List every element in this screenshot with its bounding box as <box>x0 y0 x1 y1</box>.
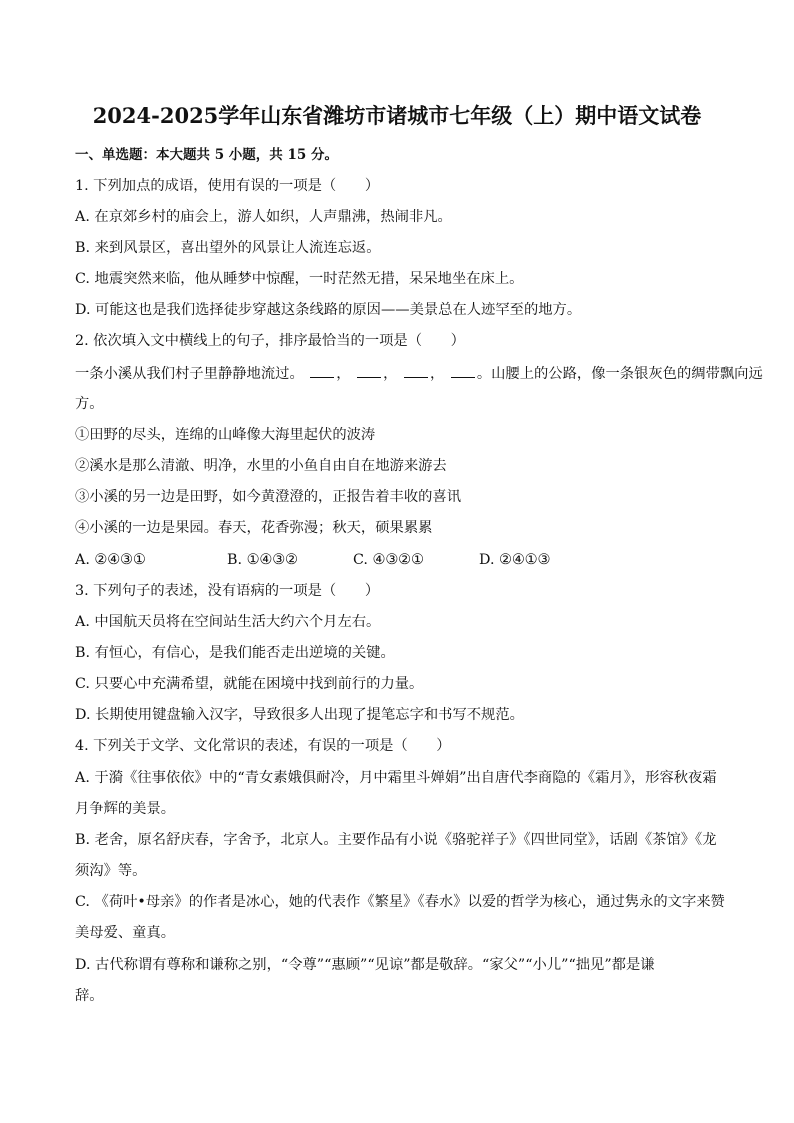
q2-stem: 2. 依次填入文中横线上的句子，排序最恰当的一项是（ ） <box>75 333 465 349</box>
answer-blank <box>357 363 381 378</box>
q3-option-a: A. 中国航天员将在空间站生活大约六个月左右。 <box>75 614 381 630</box>
q4-option-c-line2: 美母爱、童真。 <box>75 925 176 941</box>
q1-stem: 1. 下列加点的成语，使用有误的一项是（ ） <box>75 178 380 194</box>
q1-option-c: C. 地震突然来临，他从睡梦中惊醒，一时茫然无措，呆呆地坐在床上。 <box>75 271 524 287</box>
q4-option-d-line2: 辞。 <box>75 988 104 1004</box>
answer-blank <box>451 363 475 378</box>
q2-passage-line1 <box>75 363 763 384</box>
q3-option-b: B. 有恒心，有信心，是我们能否走出逆境的关键。 <box>75 645 395 661</box>
q2-sentence-1: ①田野的尽头，连绵的山峰像大海里起伏的波涛 <box>75 427 376 443</box>
q3-option-c: C. 只要心中充满希望，就能在困境中找到前行的力量。 <box>75 676 424 692</box>
q1-option-b: B. 来到风景区，喜出望外的风景让人流连忘返。 <box>75 240 381 256</box>
q2-option-d: D. ②④①③ <box>479 552 551 568</box>
q4-option-a-line1: A. 于漪《往事依依》中的“青女素娥俱耐冷，月中霜里斗婵娟”出自唐代李商隐的《霜月》，形容秋夜霜 <box>75 770 717 786</box>
q2-option-a: A. ②④③① <box>75 552 146 568</box>
q3-option-d: D. 长期使用键盘输入汉字，导致很多人出现了提笔忘字和书写不规范。 <box>75 707 524 723</box>
q2-sentence-4: ④小溪的一边是果园。春天，花香弥漫；秋天，硕果累累 <box>75 520 433 536</box>
q4-option-d-line1: D. 古代称谓有尊称和谦称之别，“令尊”“惠顾”“见谅”都是敬辞。“家父”“小儿”“拙见”都是谦 <box>75 957 655 973</box>
q2-separator: ， <box>429 366 445 382</box>
q4-option-b-line1: B. 老舍，原名舒庆春，字舍予，北京人。主要作品有小说《骆驼祥子》《四世同堂》，话剧《茶馆》《龙 <box>75 832 717 848</box>
section-heading: 一、单选题：本大题共 5 小题，共 15 分。 <box>75 147 338 163</box>
q4-option-c-line1: C. 《荷叶•母亲》的作者是冰心，她的代表作《繁星》《春水》以爱的哲学为核心，通过隽永的文字来赞 <box>75 894 725 910</box>
answer-blank <box>404 363 428 378</box>
q2-passage-start: 一条小溪从我们村子里静静地流过。 <box>75 366 304 382</box>
q4-option-b-line2: 须沟》等。 <box>75 863 147 879</box>
q2-separator: ， <box>336 366 351 382</box>
exam-title: 2024-2025学年山东省潍坊市诸城市七年级（上）期中语文试卷 <box>92 103 702 128</box>
q4-option-a-line2: 月争辉的美景。 <box>75 801 176 817</box>
q4-stem: 4. 下列关于文学、文化常识的表述，有误的一项是（ ） <box>75 738 451 754</box>
q2-options-row <box>75 550 725 570</box>
q1-option-d: D. 可能这也是我们选择徒步穿越这条线路的原因——美景总在人迹罕至的地方。 <box>75 302 582 318</box>
q2-sentence-2: ②溪水是那么清澈、明净，水里的小鱼自由自在地游来游去 <box>75 458 447 474</box>
q2-sentence-3: ③小溪的另一边是田野，如今黄澄澄的，正报告着丰收的喜讯 <box>75 489 462 505</box>
q1-option-a: A. 在京郊乡村的庙会上，游人如织，人声鼎沸，热闹非凡。 <box>75 209 452 225</box>
answer-blank <box>310 363 334 378</box>
q3-stem: 3. 下列句子的表述，没有语病的一项是（ ） <box>75 583 380 599</box>
q2-passage-end: 。山腰上的公路，像一条银灰色的绸带飘向远 <box>476 366 763 382</box>
q2-separator: ， <box>383 366 398 382</box>
q2-passage-line2: 方。 <box>75 396 104 412</box>
q2-option-b: B. ①④③② <box>227 552 298 568</box>
q2-option-c: C. ④③②① <box>353 552 424 568</box>
